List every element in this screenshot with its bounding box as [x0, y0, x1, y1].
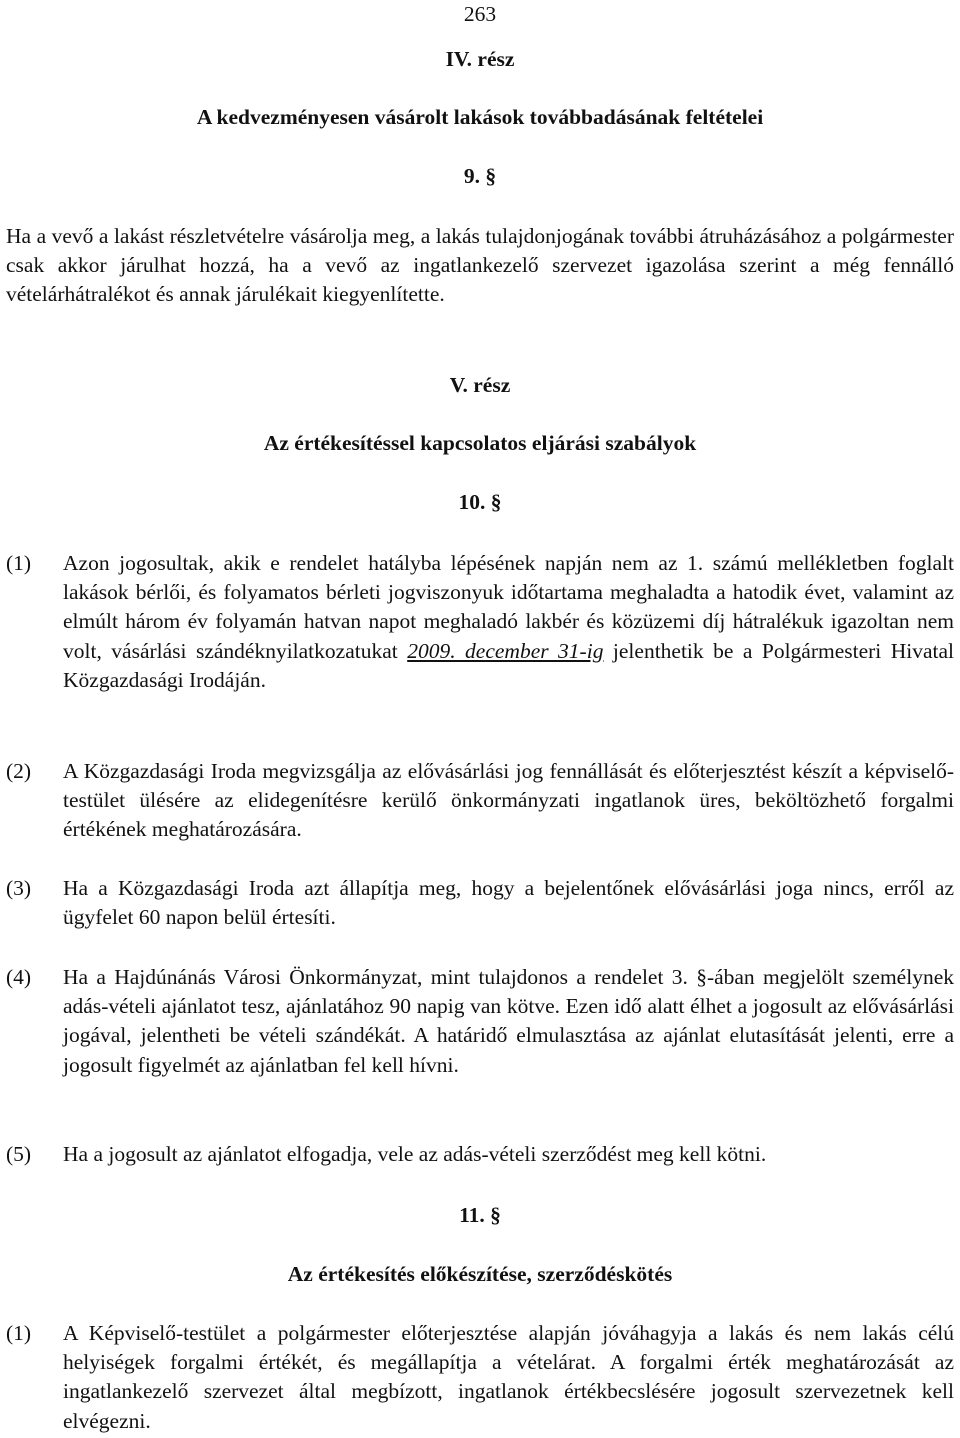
- paragraph-number: (1): [6, 551, 32, 575]
- part-iv-heading: IV. rész: [445, 47, 515, 71]
- part-v-title: Az értékesítéssel kapcsolatos eljárási szabályok: [263, 431, 697, 455]
- paragraph-number: (2): [6, 759, 32, 783]
- paragraph-number: (4): [6, 965, 32, 989]
- section-11-heading: 11. §: [459, 1203, 501, 1227]
- paragraph-10-4: Ha a Hajdúnánás Városi Önkormányzat, mint tulajdonos a rendelet 3. §-ában megjelölt személynek adás-vételi ajánlatot tesz, ajánlatához 90 napig van kötve. Ezen idő alatt élhet a jogosult az elővásárlási jogával, jelentheti be vételi szándékát. A határidő elmulasztása az ajánlat elutasítását jelenti, erre a jogosult figyelmét az ajánlatban fel kell hívni.: [63, 965, 954, 1077]
- paragraph-10-2: A Közgazdasági Iroda megvizsgálja az elővásárlási jog fennállását és előterjesztést készít a képviselő-testület ülésére az elidegenítésre kerülő önkormányzati ingatlanok üres, beköltözhető forgalmi értékének meghatározására.: [63, 759, 954, 842]
- paragraph-10-1: [63, 549, 954, 695]
- paragraph-text: jelenthetik be a Polgármesteri Hivatal Közgazdasági Irodáján.: [63, 638, 955, 692]
- paragraph-number: (5): [6, 1142, 32, 1166]
- paragraph-number: (1): [6, 1321, 32, 1345]
- section-9-text: Ha a vevő a lakást részletvételre vásárolja meg, a lakás tulajdonjogának további átruházásához a polgármester csak akkor járulhat hozzá, ha a vevő az ingatlankezelő szervezet igazolása szerint a még fennálló vételárhátralékot és annak járulékait kiegyenlítette.: [6, 224, 954, 307]
- part-iv-title: A kedvezményesen vásárolt lakások továbbadásának feltételei: [196, 105, 764, 129]
- page-number: 263: [463, 2, 497, 26]
- section-9-heading: 9. §: [463, 164, 497, 188]
- part-v-heading: V. rész: [449, 373, 511, 397]
- section-10-heading: 10. §: [458, 490, 502, 514]
- deadline-date: 2009. december 31-ig: [407, 638, 604, 663]
- paragraph-10-5: Ha a jogosult az ajánlatot elfogadja, vele az adás-vételi szerződést meg kell kötni.: [63, 1142, 767, 1166]
- section-11-title: Az értékesítés előkészítése, szerződéskötés: [287, 1262, 673, 1286]
- paragraph-number: (3): [6, 876, 32, 900]
- paragraph-11-1: A Képviselő-testület a polgármester előterjesztése alapján jóváhagyja a lakás és nem lakás célú helyiségek forgalmi értékét, és megállapítja a vételárat. A forgalmi érték meghatározását az ingatlankezelő szervezet által megbízott, ingatlanok értékbecslésére jogosult szervezetnek kell elvégezni.: [63, 1321, 954, 1433]
- paragraph-text: Azon jogosultak, akik e rendelet hatályba lépésének napján nem az 1. számú mellékletben foglalt lakások bérlői, és folyamatos bérleti jogviszonyuk időtartama meghaladta a hatodik évet, valamint az elmúlt három év folyamán hatvan napot meghaladó lakbér és közüzemi díj hátralékuk igazoltan nem volt, vásárlási szándéknyilatkozatukat: [63, 551, 954, 663]
- paragraph-10-3: Ha a Közgazdasági Iroda azt állapítja meg, hogy a bejelentőnek elővásárlási joga nincs, erről az ügyfelet 60 napon belül értesíti.: [63, 876, 954, 930]
